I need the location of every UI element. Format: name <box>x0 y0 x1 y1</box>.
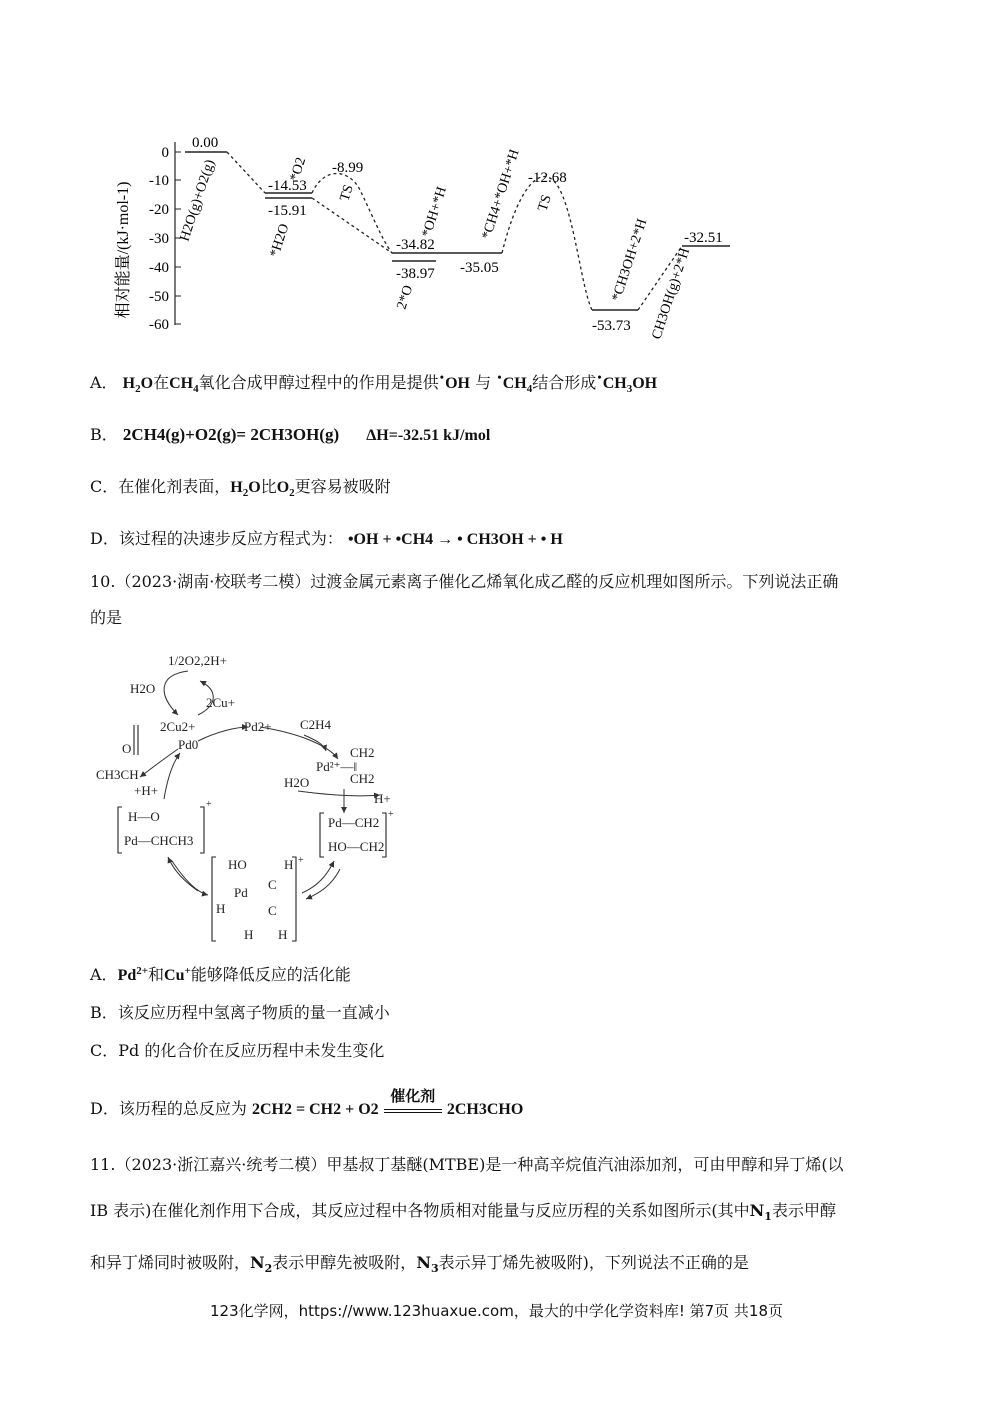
species-label: *CH3OH+2*H <box>609 217 651 304</box>
mech-label: 2Cu2+ <box>160 719 196 734</box>
catalyst-over-arrow <box>384 1089 442 1119</box>
mech-label: Pd—CHCH3 <box>124 833 194 848</box>
stem-line: IB 表示)在催化剂作用下合成，其反应过程中各物质相对能量与反应历程的关系如图所示(其中$N_1$表示甲醇 <box>90 1201 836 1224</box>
mech-label: C2H4 <box>300 717 332 732</box>
stem-line: 10.（2023·湖南·校联考二模）过渡金属元素离子催化乙烯氧化成乙醛的反应机理如图所示。下列说法正确 <box>90 572 839 591</box>
enthalpy: ΔH=-32.51 kJ/mol <box>366 427 491 444</box>
y-ticks <box>149 145 181 333</box>
text: 和 <box>148 965 165 984</box>
mech-label: Pd2+ <box>244 719 272 734</box>
mech-label: Pd0 <box>178 737 199 752</box>
formula: Cu <box>164 967 185 984</box>
formula: N <box>749 1201 765 1220</box>
text: 氧化合成甲醇过程中的作用是提供 <box>198 373 439 392</box>
q11-stem <box>90 1142 905 1292</box>
text: 更容易被吸附 <box>294 477 391 496</box>
mech-label: H2O <box>284 775 310 790</box>
product: 2CH3CHO <box>446 1101 524 1118</box>
y-tick-label: -10 <box>149 173 169 189</box>
option-letter: C． <box>90 1041 119 1060</box>
mech-label: +H+ <box>134 783 159 798</box>
species-label: TS <box>337 183 357 204</box>
stem-line: 11.（2023·浙江嘉兴·统考二模）甲基叔丁基醚(MTBE)是一种高辛烷值汽油添加剂，可由甲醇和异丁烯(以 <box>90 1155 844 1174</box>
mech-label: 1/2O2,2H+ <box>168 653 227 668</box>
text: 在催化剂表面， <box>118 477 231 496</box>
option-letter: D． <box>90 1099 119 1118</box>
mech-label: C <box>268 903 277 918</box>
text: 能够降低反应的活化能 <box>190 965 351 984</box>
value-label: -35.05 <box>460 260 499 276</box>
option-letter: D． <box>90 529 119 548</box>
mech-label: H—O <box>128 809 160 824</box>
mech-label: O <box>122 741 132 756</box>
q10-stem <box>90 564 905 636</box>
value-label: -38.97 <box>396 266 435 282</box>
formula: OH <box>632 375 658 392</box>
formula: H <box>122 375 136 392</box>
formula: Pd <box>117 967 137 984</box>
q10-option-a: A．$Pd^{2+}$和Cu+能够降低反应的活化能 <box>90 964 351 984</box>
value-label: 0.00 <box>192 135 219 151</box>
mech-label: C <box>268 877 277 892</box>
y-tick-label: -20 <box>149 202 169 218</box>
formula: CH <box>502 375 527 392</box>
text: IB 表示)在催化剂作用下合成，其反应过程中各物质相对能量与反应历程的关系如图所示(其中 <box>90 1201 750 1220</box>
q9-option-d <box>90 526 563 549</box>
text: 表示异丁烯先被吸附)，下列说法不正确的是 <box>438 1253 749 1273</box>
option-letter: C． <box>90 477 119 496</box>
text: 表示甲醇先被吸附， <box>272 1253 417 1273</box>
mechanism-diagram <box>88 645 418 945</box>
q9-option-a: A． $H_2O$在$CH_4$氧化合成甲醇过程中的作用是提供•OH 与 $^•CH_4$结合形成$^•CH_3OH$ <box>90 371 658 396</box>
species-label: *O2 <box>287 155 310 184</box>
mech-label: HO—CH2 <box>328 839 385 854</box>
mech-label: + <box>298 855 304 866</box>
species-label: 2*O <box>394 283 417 312</box>
text: 和异丁烯同时被吸附， <box>90 1253 251 1273</box>
value-label: -15.91 <box>268 203 307 219</box>
species-label: *OH+*H <box>419 184 450 240</box>
page-footer: 123化学网，https://www.123huaxue.com，最大的中学化学资料库! 第7页 共18页 <box>209 1302 784 1320</box>
text: 该反应历程中氢离子物质的量一直减小 <box>117 1003 390 1022</box>
mech-label: CH2 <box>350 745 375 760</box>
mech-label: H2O <box>130 681 156 696</box>
species-label: *CH4+*OH+*H <box>479 147 523 242</box>
q9-option-c: C．在催化剂表面，$H_2O$比$O_2$更容易被吸附 <box>90 477 391 500</box>
q9-option-b <box>90 422 490 445</box>
formula: N <box>416 1253 431 1273</box>
species-label: CH3OH(g)+2*H <box>649 246 694 342</box>
mech-label: + <box>206 799 212 810</box>
option-letter: B． <box>90 425 118 444</box>
value-label: -12.68 <box>528 170 567 186</box>
mech-label: Pd—CH2 <box>328 815 380 830</box>
formula: O <box>140 375 154 392</box>
species-labels <box>178 148 694 342</box>
y-tick-label: -40 <box>149 260 169 276</box>
y-axis-label: 相对能量/(kJ·mol-1) <box>115 181 132 319</box>
text: 该过程的决速步反应方程式为： <box>118 529 343 548</box>
mech-label: H <box>216 901 226 916</box>
stem-line: 的是 <box>90 608 123 627</box>
mech-label: H <box>244 927 254 942</box>
formula: O <box>248 479 261 496</box>
text: 结合形成 <box>532 373 597 392</box>
stem-line: 和异丁烯同时被吸附，$N_2$表示甲醇先被吸附，$N_3$表示异丁烯先被吸附)，下列说法不正确的是 <box>90 1253 749 1276</box>
formula: O <box>276 479 290 496</box>
equation: 2CH2 = CH2 + O2 <box>251 1101 379 1118</box>
mech-label: H <box>278 927 288 942</box>
q10-option-d <box>90 1089 524 1119</box>
catalyst-label: 催化剂 <box>390 1089 436 1105</box>
q10-option-b <box>90 1000 390 1023</box>
mech-label: + <box>388 809 394 820</box>
species-label: H2O(g)+O2(g) <box>177 157 219 244</box>
formula: CH <box>602 375 627 392</box>
text: 该历程的总反应为 <box>118 1099 247 1118</box>
energy-diagram <box>100 120 760 350</box>
mech-label: HO <box>228 857 247 872</box>
formula: CH <box>169 375 194 392</box>
equation: 2CH4(g)+O2(g)= 2CH3OH(g) <box>122 425 340 444</box>
species-label: TS <box>535 193 555 214</box>
text: Pd 的化合价在反应历程中未发生变化 <box>118 1041 385 1060</box>
y-tick-label: -60 <box>149 317 169 333</box>
equation: •OH + •CH4 → • CH3OH + • H <box>347 531 563 548</box>
mech-pd2: Pd²⁺—‖ <box>316 759 358 774</box>
formula: OH <box>445 375 470 392</box>
y-tick-label: 0 <box>161 145 169 161</box>
q10-option-c <box>90 1038 384 1061</box>
mech-label: 2Cu+ <box>206 695 236 710</box>
option-letter: A． <box>90 373 118 392</box>
mech-label: CH3CH <box>96 767 139 782</box>
value-label: -53.73 <box>592 318 631 334</box>
text: 比 <box>260 477 277 496</box>
y-tick-label: -50 <box>149 289 169 305</box>
formula: H <box>230 479 243 496</box>
value-label: -14.53 <box>268 178 307 194</box>
option-letter: B． <box>90 1003 118 1022</box>
y-tick-label: -30 <box>149 231 169 247</box>
option-letter: A． <box>90 965 118 984</box>
text: 与 <box>475 373 492 392</box>
value-label: -8.99 <box>332 160 364 176</box>
species-label: *H2O <box>267 222 293 260</box>
mech-label: H <box>284 857 294 872</box>
text: 在 <box>153 373 170 392</box>
value-label: -34.82 <box>396 237 435 253</box>
mech-label: H+ <box>374 791 391 806</box>
mech-label: Pd <box>234 885 248 900</box>
formula: N <box>250 1253 265 1273</box>
mech-label: CH2 <box>350 771 375 786</box>
text: 表示甲醇 <box>771 1201 836 1220</box>
value-label: -32.51 <box>684 230 723 246</box>
energy-levels <box>185 152 730 310</box>
